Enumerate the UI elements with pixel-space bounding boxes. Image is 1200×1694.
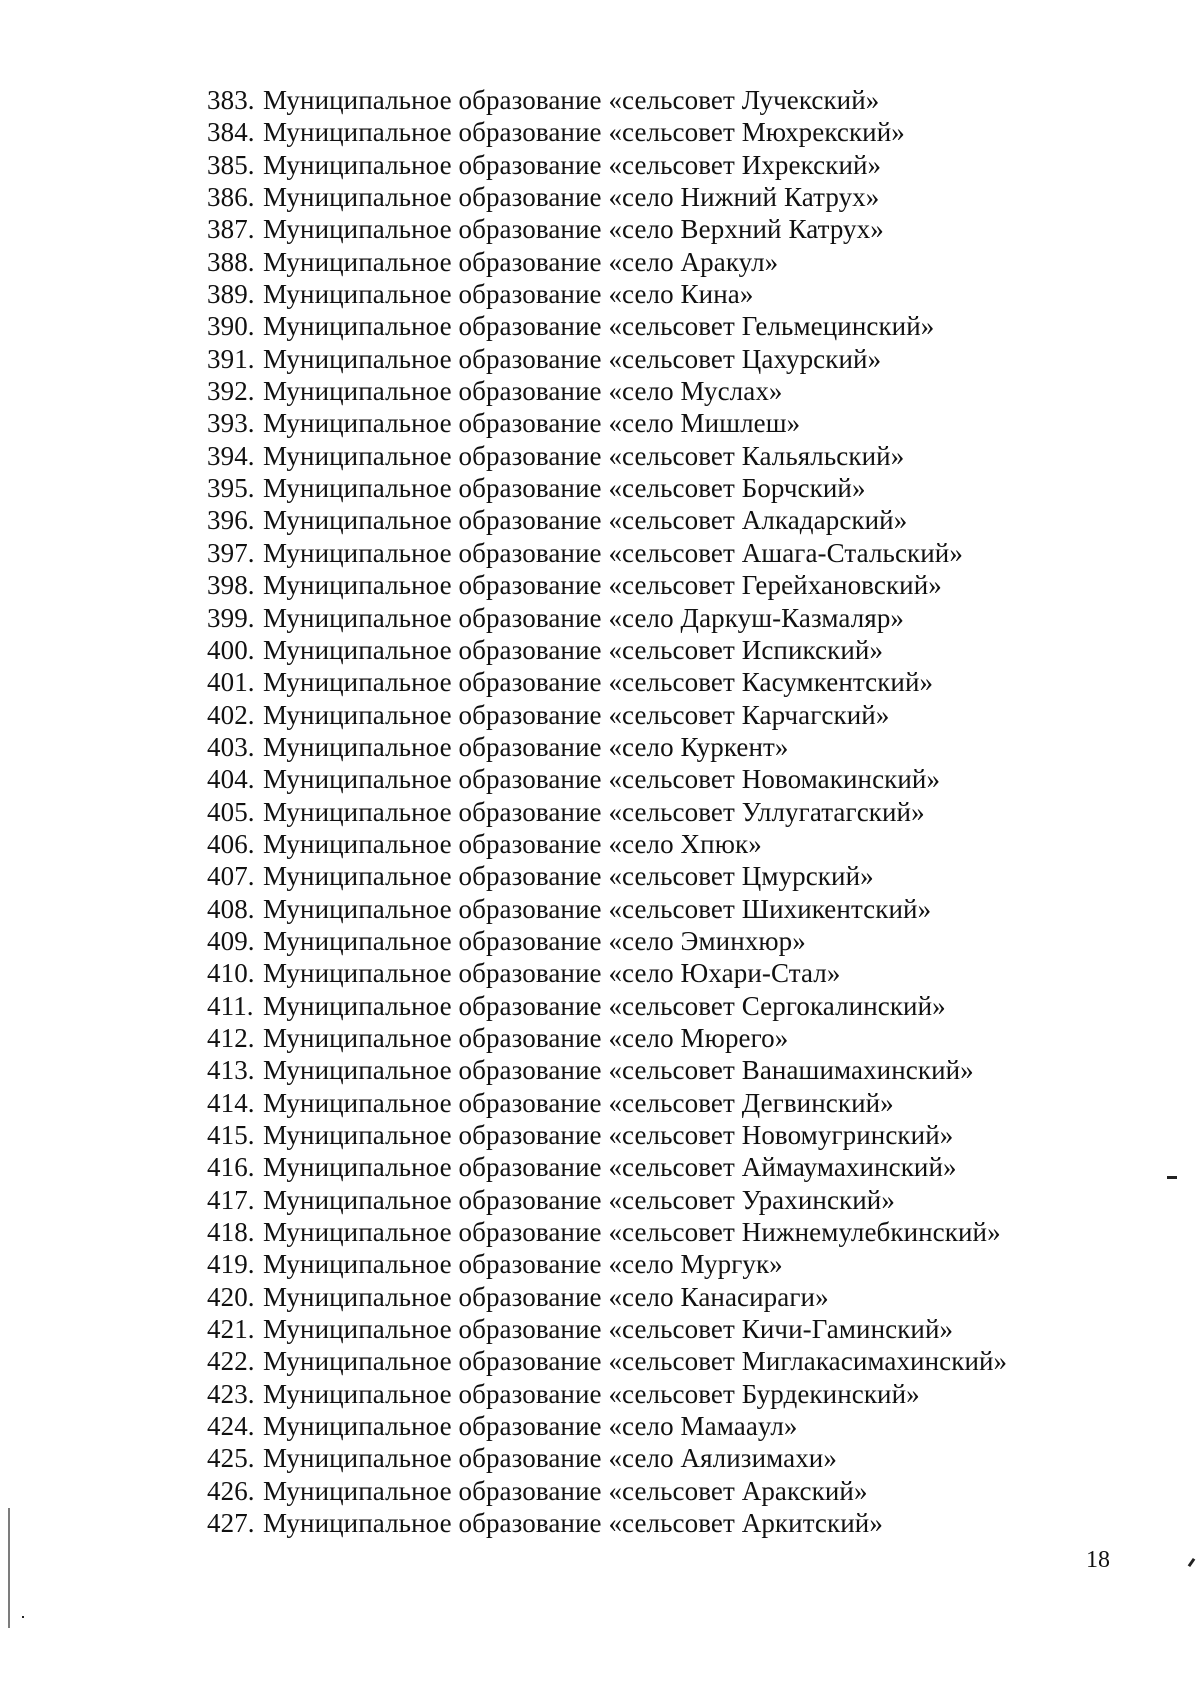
item-number: 398. bbox=[207, 570, 255, 601]
item-number: 418. bbox=[207, 1217, 255, 1248]
list-item bbox=[207, 666, 1007, 698]
list-item bbox=[207, 763, 1007, 795]
list-item bbox=[207, 796, 1007, 828]
item-text: Муниципальное образование «село Нижний Катрух» bbox=[263, 182, 880, 213]
list-item bbox=[207, 84, 1007, 116]
item-text: Муниципальное образование «сельсовет Ихрекский» bbox=[263, 149, 882, 180]
item-text: Муниципальное образование «сельсовет Цмурский» bbox=[263, 861, 874, 892]
item-number: 421. bbox=[207, 1314, 255, 1345]
list-item bbox=[207, 1281, 1007, 1313]
item-text: Муниципальное образование «село Мишлеш» bbox=[263, 408, 801, 439]
list-item bbox=[207, 181, 1007, 213]
item-number: 395. bbox=[207, 473, 255, 504]
item-text: Муниципальное образование «село Аялизимахи» bbox=[263, 1443, 837, 1474]
item-number: 397. bbox=[207, 537, 255, 568]
item-number: 404. bbox=[207, 764, 255, 795]
list-item bbox=[207, 699, 1007, 731]
list-item bbox=[207, 407, 1007, 439]
list-item bbox=[207, 1216, 1007, 1248]
item-text: Муниципальное образование «сельсовет Нижнемулебкинский» bbox=[263, 1217, 1001, 1248]
item-text: Муниципальное образование «село Хпюк» bbox=[263, 828, 762, 859]
item-text: Муниципальное образование «село Муслах» bbox=[263, 376, 783, 407]
item-text: Муниципальное образование «сельсовет Кичи-Гаминский» bbox=[263, 1314, 954, 1345]
list-item bbox=[207, 925, 1007, 957]
list-item bbox=[207, 1475, 1007, 1507]
list-item bbox=[207, 1119, 1007, 1151]
item-text: Муниципальное образование «сельсовет Шихикентский» bbox=[263, 893, 932, 924]
item-number: 403. bbox=[207, 731, 255, 762]
list-item bbox=[207, 1248, 1007, 1280]
item-text: Муниципальное образование «село Эминхюр» bbox=[263, 925, 806, 956]
list-item bbox=[207, 1442, 1007, 1474]
scan-mark bbox=[1188, 1558, 1196, 1567]
item-number: 383. bbox=[207, 85, 255, 115]
item-number: 412. bbox=[207, 1022, 255, 1053]
item-text: Муниципальное образование «сельсовет Сергокалинский» bbox=[263, 990, 946, 1021]
list-item bbox=[207, 440, 1007, 472]
item-text: Муниципальное образование «сельсовет Урахинский» bbox=[263, 1184, 895, 1215]
item-text: Муниципальное образование «сельсовет Карчагский» bbox=[263, 699, 890, 730]
item-text: Муниципальное образование «сельсовет Аракский» bbox=[263, 1475, 868, 1506]
page-number: 18 bbox=[1086, 1547, 1110, 1573]
item-number: 413. bbox=[207, 1055, 255, 1086]
item-number: 388. bbox=[207, 246, 255, 277]
list-item bbox=[207, 149, 1007, 181]
item-text: Муниципальное образование «село Даркуш-Казмаляр» bbox=[263, 602, 905, 633]
list-item bbox=[207, 472, 1007, 504]
item-number: 424. bbox=[207, 1411, 255, 1442]
item-number: 422. bbox=[207, 1346, 255, 1377]
item-text: Муниципальное образование «сельсовет Аймаумахинский» bbox=[263, 1152, 957, 1183]
list-item bbox=[207, 1151, 1007, 1183]
item-number: 416. bbox=[207, 1152, 255, 1183]
item-number: 423. bbox=[207, 1378, 255, 1409]
item-text: Муниципальное образование «сельсовет Ванашимахинский» bbox=[263, 1055, 974, 1086]
item-text: Муниципальное образование «село Юхари-Стал» bbox=[263, 958, 841, 989]
item-number: 419. bbox=[207, 1249, 255, 1280]
list-item bbox=[207, 1378, 1007, 1410]
item-number: 387. bbox=[207, 214, 255, 245]
item-number: 400. bbox=[207, 634, 255, 665]
item-number: 394. bbox=[207, 440, 255, 471]
item-number: 408. bbox=[207, 893, 255, 924]
item-number: 405. bbox=[207, 796, 255, 827]
list-item bbox=[207, 893, 1007, 925]
item-text: Муниципальное образование «сельсовет Миглакасимахинский» bbox=[263, 1346, 1008, 1377]
item-number: 399. bbox=[207, 602, 255, 633]
item-number: 392. bbox=[207, 376, 255, 407]
list-item bbox=[207, 1054, 1007, 1086]
item-number: 425. bbox=[207, 1443, 255, 1474]
item-text: Муниципальное образование «сельсовет Мюхрекский» bbox=[263, 117, 905, 148]
item-number: 415. bbox=[207, 1120, 255, 1150]
item-text: Муниципальное образование «село Мамаaул» bbox=[263, 1411, 798, 1442]
list-item bbox=[207, 213, 1007, 245]
list-item bbox=[207, 1345, 1007, 1377]
item-text: Муниципальное образование «сельсовет Герейхановский» bbox=[263, 570, 942, 601]
item-number: 393. bbox=[207, 408, 255, 439]
item-number: 390. bbox=[207, 311, 255, 342]
item-text: Муниципальное образование «сельсовет Цахурский» bbox=[263, 343, 882, 374]
item-number: 401. bbox=[207, 667, 255, 698]
item-text: Муниципальное образование «сельсовет Новомугринский» bbox=[263, 1120, 954, 1150]
list-item bbox=[207, 1022, 1007, 1054]
item-number: 386. bbox=[207, 182, 255, 213]
item-text: Муниципальное образование «сельсовет Касумкентский» bbox=[263, 667, 934, 698]
item-number: 391. bbox=[207, 343, 255, 374]
list-item bbox=[207, 116, 1007, 148]
item-text: Муниципальное образование «село Канасираги» bbox=[263, 1281, 829, 1312]
item-text: Муниципальное образование «сельсовет Дегвинский» bbox=[263, 1087, 894, 1118]
item-number: 396. bbox=[207, 505, 255, 536]
list-item bbox=[207, 375, 1007, 407]
scan-mark bbox=[22, 1616, 24, 1618]
item-text: Муниципальное образование «сельсовет Новомакинский» bbox=[263, 764, 941, 795]
scan-margin-line bbox=[8, 1508, 10, 1628]
item-text: Муниципальное образование «село Мургук» bbox=[263, 1249, 783, 1280]
item-number: 427. bbox=[207, 1508, 255, 1539]
item-text: Муниципальное образование «село Кина» bbox=[263, 279, 754, 310]
item-text: Муниципальное образование «сельсовет Кальяльский» bbox=[263, 440, 905, 471]
list-item bbox=[207, 602, 1007, 634]
municipality-list bbox=[207, 84, 1007, 1539]
item-number: 389. bbox=[207, 279, 255, 310]
item-text: Муниципальное образование «сельсовет Аркитский» bbox=[263, 1508, 883, 1539]
item-text: Муниципальное образование «село Мюрего» bbox=[263, 1022, 789, 1053]
list-item bbox=[207, 343, 1007, 375]
item-text: Муниципальное образование «сельсовет Ашага-Стальский» bbox=[263, 537, 963, 568]
list-item bbox=[207, 957, 1007, 989]
list-item bbox=[207, 1507, 1007, 1539]
item-number: 384. bbox=[207, 117, 255, 148]
item-number: 402. bbox=[207, 699, 255, 730]
item-text: Муниципальное образование «село Аракул» bbox=[263, 246, 779, 277]
list-item bbox=[207, 860, 1007, 892]
item-number: 414. bbox=[207, 1087, 255, 1118]
list-item bbox=[207, 569, 1007, 601]
item-text: Муниципальное образование «сельсовет Алкадарский» bbox=[263, 505, 908, 536]
item-number: 410. bbox=[207, 958, 255, 989]
item-text: Муниципальное образование «сельсовет Бурдекинский» bbox=[263, 1378, 920, 1409]
list-item bbox=[207, 278, 1007, 310]
item-number: 409. bbox=[207, 925, 255, 956]
scan-mark bbox=[1167, 1176, 1177, 1179]
list-item bbox=[207, 634, 1007, 666]
item-text: Муниципальное образование «сельсовет Уллугатагский» bbox=[263, 796, 925, 827]
item-number: 426. bbox=[207, 1475, 255, 1506]
list-item bbox=[207, 1410, 1007, 1442]
list-item bbox=[207, 246, 1007, 278]
item-number: 411. bbox=[207, 990, 254, 1021]
list-item bbox=[207, 310, 1007, 342]
list-item bbox=[207, 1184, 1007, 1216]
item-number: 385. bbox=[207, 149, 255, 180]
list-item bbox=[207, 731, 1007, 763]
item-number: 407. bbox=[207, 861, 255, 892]
item-number: 406. bbox=[207, 828, 255, 859]
item-text: Муниципальное образование «сельсовет Лучекский» bbox=[263, 85, 880, 115]
item-number: 417. bbox=[207, 1184, 255, 1215]
list-item bbox=[207, 537, 1007, 569]
list-item bbox=[207, 828, 1007, 860]
item-number: 420. bbox=[207, 1281, 255, 1312]
item-text: Муниципальное образование «село Верхний Катрух» bbox=[263, 214, 884, 245]
item-text: Муниципальное образование «сельсовет Испикский» bbox=[263, 634, 884, 665]
list-item bbox=[207, 990, 1007, 1022]
item-text: Муниципальное образование «село Куркент» bbox=[263, 731, 789, 762]
list-item bbox=[207, 1087, 1007, 1119]
list-item bbox=[207, 504, 1007, 536]
item-text: Муниципальное образование «сельсовет Борчский» bbox=[263, 473, 866, 504]
item-text: Муниципальное образование «сельсовет Гельмецинский» bbox=[263, 311, 935, 342]
list-item bbox=[207, 1313, 1007, 1345]
